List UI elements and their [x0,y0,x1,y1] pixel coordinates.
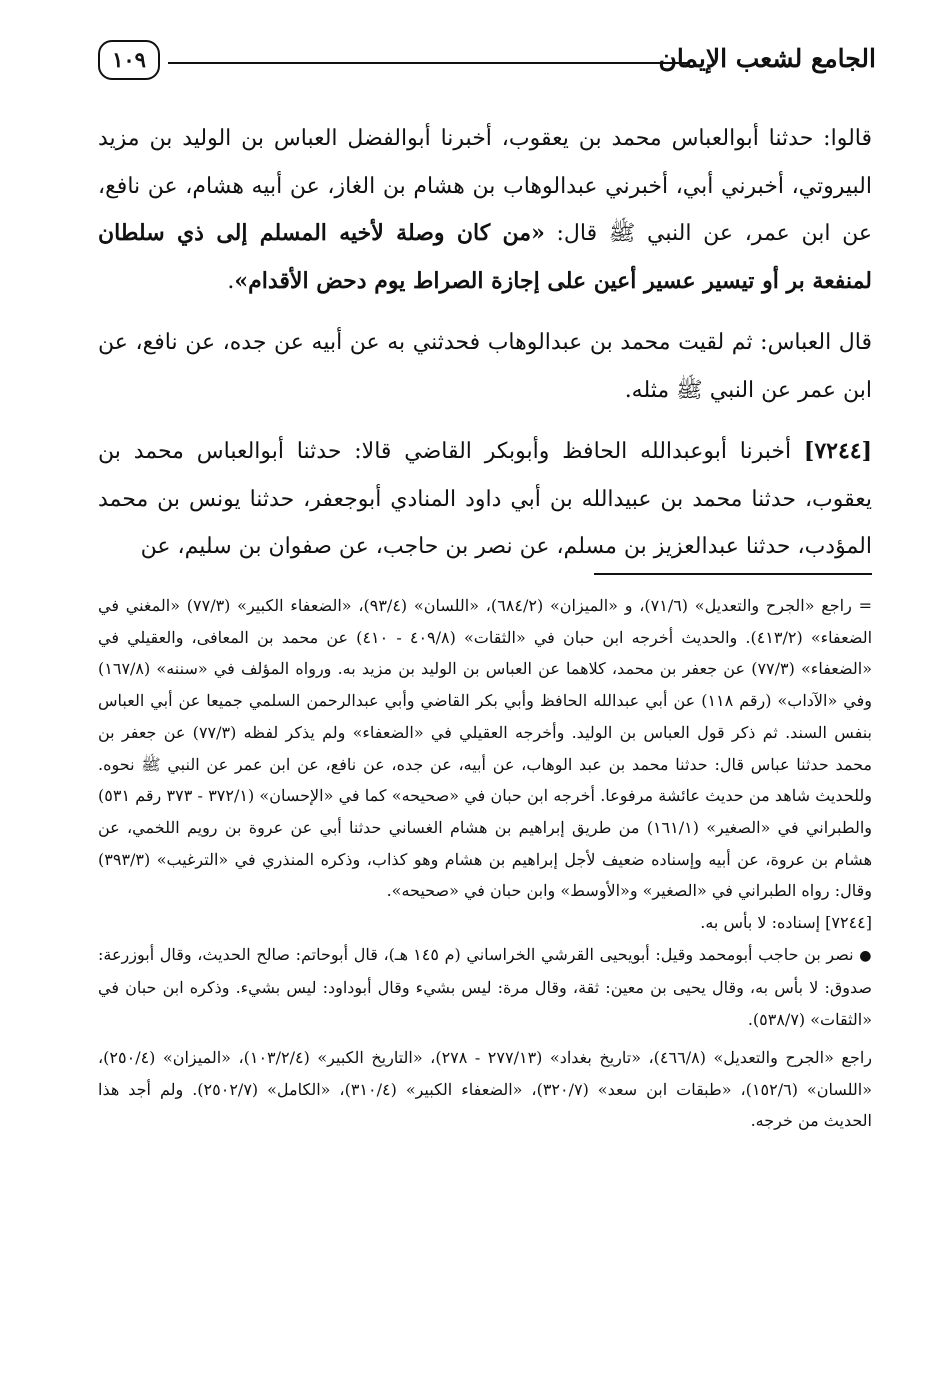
header-rule [168,62,690,64]
paragraph-1-text: قالوا: حدثنا أبوالعباس محمد بن يعقوب، أخبرنا أبوالفضل العباس بن الوليد بن مزيد البيروتي، أخبرني أبي، أخبرني عبدالوهاب بن هشام بن الغاز، عن أبيه هشام، عن نافع، عن ابن عمر، عن النبي ﷺ قال: [98,126,872,246]
paragraph-3-text: أخبرنا أبوعبدالله الحافظ وأبوبكر القاضي قالا: حدثنا أبوالعباس محمد بن يعقوب، حدثنا محمد بن عبيدالله بن أبي داود المنادي أبوجعفر، حدثنا يونس بن محمد المؤدب، حدثنا عبدالعزيز بن مسلم، عن نصر بن حاجب، عن صفوان بن سليم، عن [98,439,872,559]
footnote-2: [٧٢٤٤] إسناده: لا بأس به. [700,913,872,933]
footnote-4: راجع «الجرح والتعديل» (٤٦٦/٨)، «تاريخ بغداد» (٢٧٧/١٣ - ٢٧٨)، «التاريخ الكبير» (١٠٣/٢/٤)، «الميزان» (٢٥٠/٤)، «اللسان» (١٥٢/٦)، «طبقات ابن سعد» (٣٢٠/٧)، «الضعفاء الكبير» (٣١٠/٤)، «الكامل» (٢٥٠٢/٧). ولم أجد هذا الحديث من خرجه. [98,1047,873,1131]
main-text [98,115,872,585]
page-header [98,38,876,88]
paragraph-1 [98,115,872,305]
footnotes [98,590,872,1137]
footnote-1: = راجع «الجرح والتعديل» (٧١/٦)، و «الميزان» (٦٨٤/٢)، «اللسان» (٩٣/٤)، «الضعفاء الكبير» (٧٧/٣) «المغني في الضعفاء» (٤١٣/٢). والحديث أخرجه ابن حبان في «الثقات» (٤٠٩/٨ - ٤١٠) عن محمد بن المعافى، والعقيلي في «الضعفاء» (٧٧/٣) عن جعفر بن محمد، كلاهما عن العباس بن الوليد بن مزيد به. ورواه المؤلف في «سننه» (١٦٧/٨) وفي «الآداب» (رقم ١١٨) عن أبي عبدالله الحافظ وأبي بكر القاضي وأبي عبدالرحمن السلمي جميعا عن أبي العباس بنفس السند. ثم ذكر قول العباس بن الوليد. وأخرجه العقيلي في «الضعفاء» ولم يذكر لفظه (٧٧/٣) عن جعفر بن محمد حدثنا عباس قال: حدثنا محمد بن عبد الوهاب، عن أبيه، عن جده، عن نافع، عن ابن عمر عن النبي ﷺ نحوه. وللحديث شاهد من حديث عائشة مرفوعا. أخرجه ابن حبان في «صحيحه» كما في «الإحسان» (٣٧٢/١ - ٣٧٣ رقم ٥٣١) والطبراني في «الصغير» (١٦١/١) من طريق إبراهيم بن هشام الغساني حدثنا أبي عن عروة بن رويم اللخمي، عن هشام بن عروة، عن أبيه وإسناده ضعيف لأجل إبراهيم بن هشام وهو كذاب، وذكره المنذري في «الترغيب» (٣٩٣/٣) وقال: رواه الطبراني في «الصغير» و«الأوسط» وابن حبان في «صحيحه». [98,596,873,901]
paragraph-2: قال العباس: ثم لقيت محمد بن عبدالوهاب فحدثني به عن أبيه عن جده، عن نافع، عن ابن عمر عن النبي ﷺ مثله. [98,330,872,403]
footnote-separator [594,573,872,575]
hadith-matn: «من كان وصلة لأخيه المسلم إلى ذي سلطان لمنفعة بر أو تيسير عسير أعين على إجازة الصراط يوم دحض الأقدام» [98,220,872,294]
bullet-icon: ● [859,947,873,964]
hadith-number: [٧٢٤٤] [803,438,872,464]
page-number: ١٠٩ [98,40,160,80]
book-title: الجامع لشعب الإيمان [658,44,876,73]
paragraph-1-end: . [227,268,235,294]
paragraph-3 [98,428,872,571]
footnote-3-text: نصر بن حاجب أبومحمد وقيل: أبويحيى القرشي الخراساني (م ١٤٥ هـ)، قال أبوحاتم: صالح الحديث، وقال أبوزرعة: صدوق: لا بأس به، وقال يحيى بن معين: ثقة، وقال مرة: ليس بشيء وقال أبوداود: ليس بشيء. وذكره ابن حبان في «الثقات» (٥٣٨/٧). [98,944,872,1030]
footnote-3 [98,939,872,1036]
